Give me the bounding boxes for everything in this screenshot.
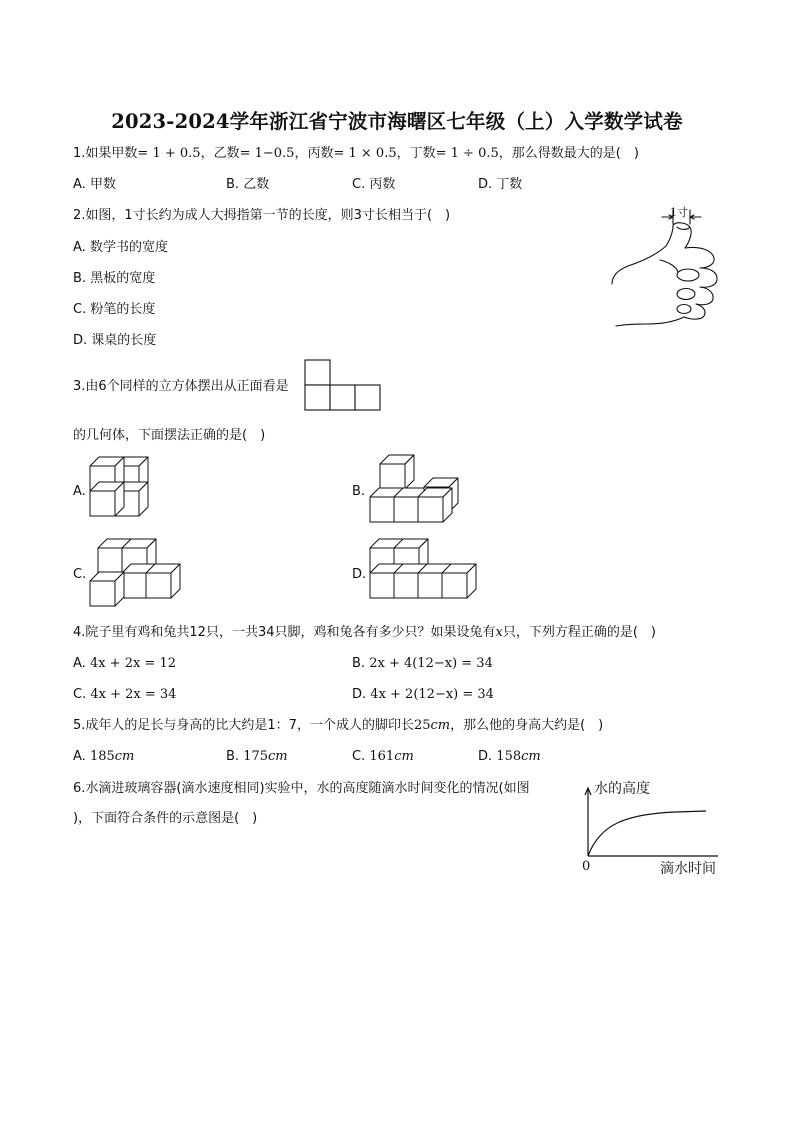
q4-option-a: A. 4x + 2x = 12 [73,656,176,671]
q3-option-b-figure [368,454,468,526]
q4-option-b: B. 2x + 4(12−x) = 34 [352,656,493,671]
q2-option-a: A. 数学书的宽度 [73,240,168,255]
front-view-square [305,385,330,410]
q5-option-d: D. 158cm [478,749,541,764]
x-axis-label: 滴水时间 [660,861,716,877]
q1-option-d: D. 丁数 [478,177,523,192]
math-expression: = 1−0.5 [239,146,295,161]
question-2: 2.如图，1寸长约为成人大拇指第一节的长度，则3寸长相当于( ) [73,208,451,223]
front-view-square [330,385,355,410]
question-6-line-2: )，下面符合条件的示意图是( ) [73,811,258,826]
q3-option-a-label: A. [73,484,86,499]
q5-option-a: A. 185cm [73,749,135,764]
cube [380,455,414,489]
q5-option-c: C. 161cm [352,749,414,764]
math-expression: = 1 + 0.5 [137,146,201,161]
question-text: ，丙数 [294,146,334,161]
cube [90,482,124,516]
front-view-figure [304,359,384,413]
question-number: 1. [73,146,86,161]
graph-curve [588,811,706,856]
math-expression: = 1 ÷ 0.5 [435,146,499,161]
question-3-continued: 的几何体，下面摆法正确的是( ) [73,428,266,443]
math-expression: = 1 × 0.5 [333,146,397,161]
cube [418,488,452,522]
thumb-tip [673,223,691,248]
q3-option-d-figure [368,536,478,608]
q2-option-d: D. 课桌的长度 [73,333,157,348]
question-text: ，丁数 [396,146,436,161]
cube [146,564,180,598]
q5-option-b: B. 175cm [226,749,288,764]
thumb-figure [600,200,730,330]
q3-option-d-label: D. [352,567,367,582]
q3-option-c-figure [88,536,188,608]
q4-option-c: C. 4x + 2x = 34 [73,687,177,702]
q4-option-d: D. 4x + 2(12−x) = 34 [352,687,494,702]
question-5: 5.成年人的足长与身高的比大约是1：7，一个成人的脚印长25cm，那么他的身高大约是( ) [73,718,604,733]
q3-option-c-label: C. [73,567,87,582]
question-text: ，乙数 [200,146,240,161]
origin-label: 0 [582,859,591,874]
q2-option-c: C. 粉笔的长度 [73,302,156,317]
page-title: 2023-2024学年浙江省宁波市海曙区七年级（上）入学数学试卷 [111,110,683,133]
y-axis-label: 水的高度 [594,781,650,797]
q1-option-a: A. 甲数 [73,177,116,192]
question-text: 如果甲数 [85,146,138,161]
q3-option-a-figure [88,454,168,526]
cube [90,572,124,606]
water-height-graph [578,776,728,878]
q1-option-c: C. 丙数 [352,177,396,192]
q1-option-b: B. 乙数 [226,177,270,192]
variable: x [495,625,503,640]
question-3: 3.由6个同样的立方体摆出从正面看是 [73,379,289,394]
cube [442,564,476,598]
front-view-square [305,360,330,385]
q2-option-b: B. 黑板的宽度 [73,271,156,286]
q3-option-b-label: B. [352,484,366,499]
front-view-square [355,385,380,410]
thumb-label: 1寸 [670,206,688,219]
question-text: ，那么得数最大的是( ) [498,146,639,161]
question-6: 6.水滴进玻璃容器(滴水速度相同)实验中，水的高度随滴水时间变化的情况(如图 [73,781,530,796]
question-4: 4.院子里有鸡和兔共12只，一共34只脚，鸡和兔各有多少只？如果设兔有x只，下列方程正确的是( ) [73,625,656,640]
question-1 [73,145,639,163]
